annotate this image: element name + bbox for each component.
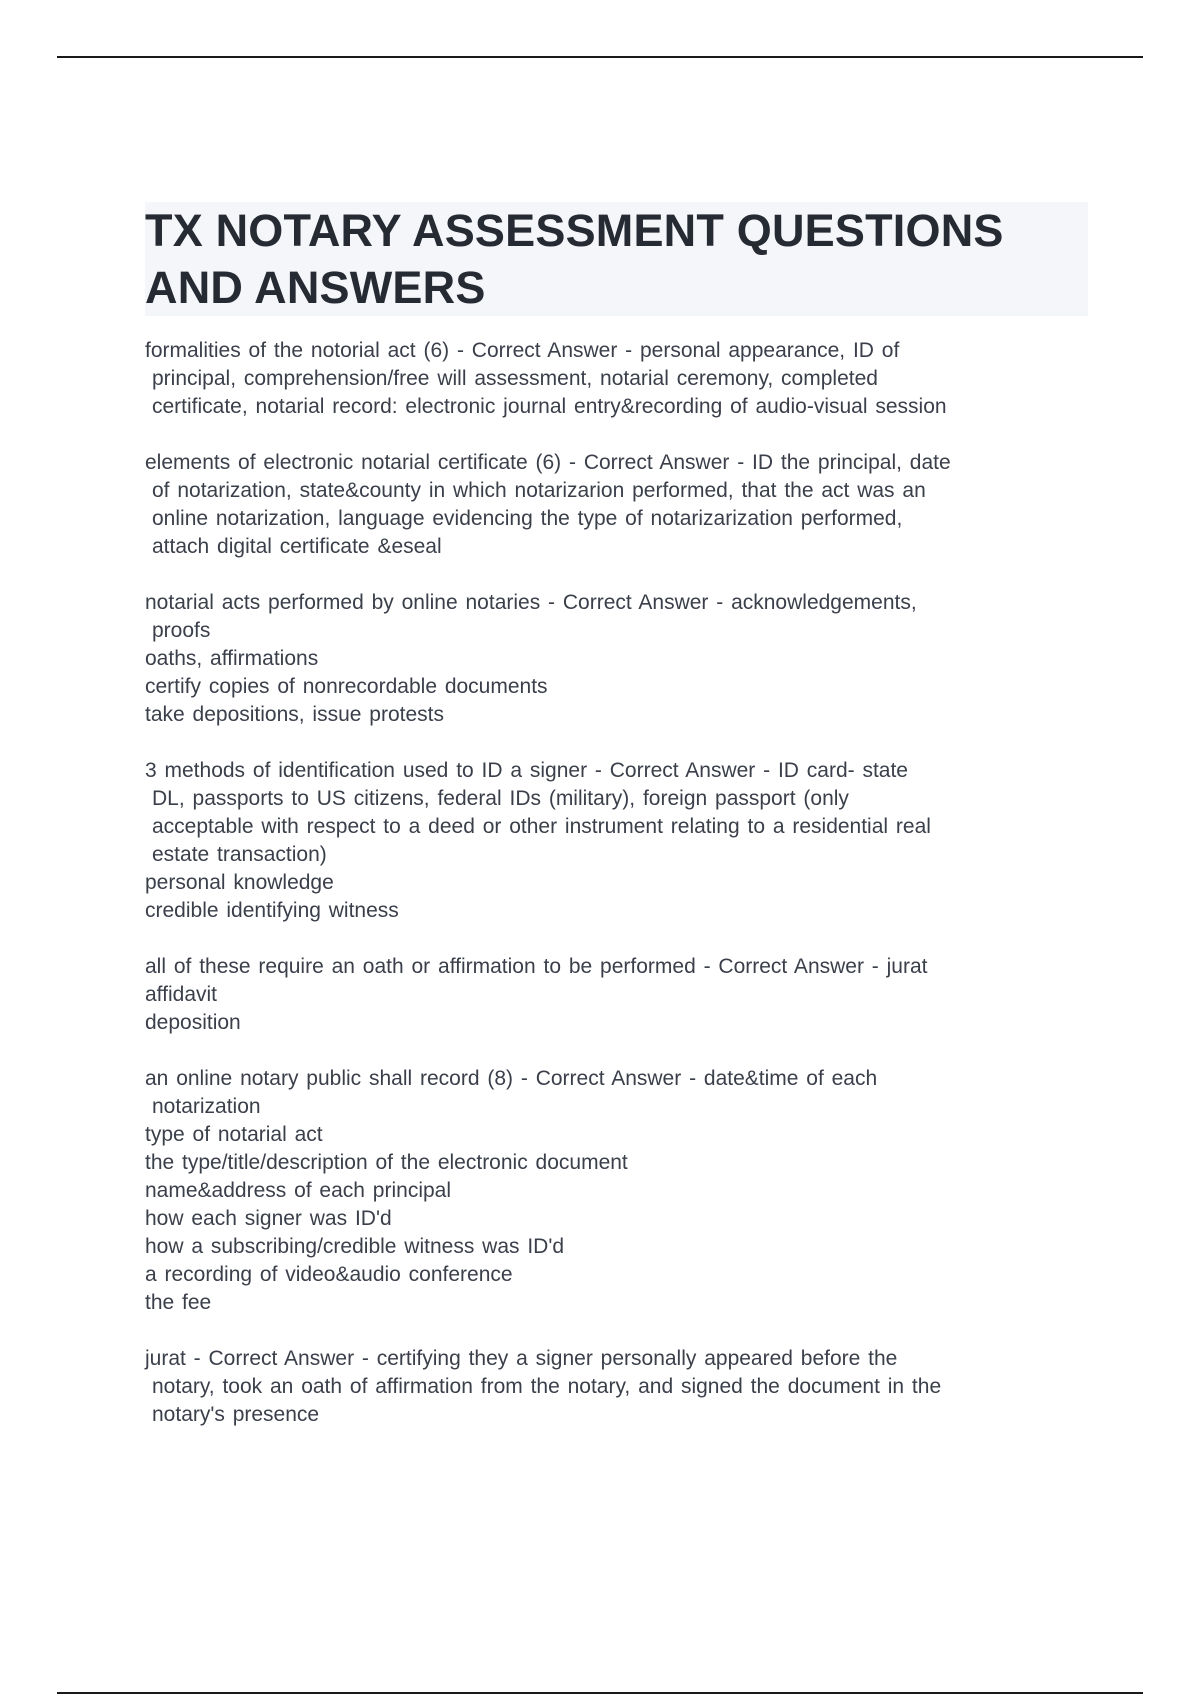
qa-line: type of notarial act: [145, 1123, 323, 1146]
qa-line: a recording of video&audio conference: [145, 1263, 513, 1286]
qa-line: notary, took an oath of affirmation from the notary, and signed the document in the: [152, 1375, 942, 1398]
qa-line: all of these require an oath or affirmation to be performed - Correct Answer - jurat: [145, 955, 928, 978]
qa-line: notarial acts performed by online notaries - Correct Answer - acknowledgements,: [145, 591, 917, 614]
qa-entry: [145, 449, 1095, 561]
qa-line: the fee: [145, 1291, 212, 1314]
qa-entry: [145, 953, 1095, 1037]
qa-line: how each signer was ID'd: [145, 1207, 392, 1230]
title-line-1: TX NOTARY ASSESSMENT QUESTIONS: [145, 205, 1004, 256]
qa-entry: [145, 1065, 1095, 1317]
qa-line: DL, passports to US citizens, federal IDs (military), foreign passport (only: [152, 787, 849, 810]
qa-line: principal, comprehension/free will assessment, notarial ceremony, completed: [152, 367, 878, 390]
qa-line: personal knowledge: [145, 871, 334, 894]
qa-line: elements of electronic notarial certificate (6) - Correct Answer - ID the principal, date: [145, 451, 951, 474]
qa-entry: [145, 757, 1095, 925]
top-rule: [57, 56, 1143, 58]
qa-line: jurat - Correct Answer - certifying they a signer personally appeared before the: [145, 1347, 898, 1370]
qa-line: notary's presence: [152, 1403, 320, 1426]
qa-line: 3 methods of identification used to ID a signer - Correct Answer - ID card- state: [145, 759, 908, 782]
qa-line: oaths, affirmations: [145, 647, 319, 670]
qa-line: attach digital certificate &eseal: [152, 535, 442, 558]
qa-entry: [145, 337, 1095, 421]
qa-line: certify copies of nonrecordable documents: [145, 675, 548, 698]
bottom-rule: [57, 1692, 1143, 1694]
qa-line: the type/title/description of the electronic document: [145, 1151, 628, 1174]
qa-entry: [145, 1345, 1095, 1429]
qa-line: how a subscribing/credible witness was ID'd: [145, 1235, 565, 1258]
qa-line: acceptable with respect to a deed or other instrument relating to a residential real: [152, 815, 931, 838]
qa-line: notarization: [152, 1095, 261, 1118]
qa-line: deposition: [145, 1011, 241, 1034]
qa-line: formalities of the notorial act (6) - Correct Answer - personal appearance, ID of: [145, 339, 900, 362]
qa-content: [145, 337, 1095, 1457]
qa-line: online notarization, language evidencing the type of notarizarization performed,: [152, 507, 903, 530]
title-line-2: AND ANSWERS: [145, 262, 486, 313]
qa-entry: [145, 589, 1095, 729]
qa-line: proofs: [152, 619, 211, 642]
qa-line: estate transaction): [152, 843, 327, 866]
qa-line: an online notary public shall record (8) - Correct Answer - date&time of each: [145, 1067, 878, 1090]
qa-line: take depositions, issue protests: [145, 703, 444, 726]
page-title: [145, 202, 1088, 316]
qa-line: certificate, notarial record: electronic journal entry&recording of audio-visual session: [152, 395, 947, 418]
title-block: [145, 202, 1088, 316]
qa-line: affidavit: [145, 983, 217, 1006]
qa-line: name&address of each principal: [145, 1179, 452, 1202]
qa-line: credible identifying witness: [145, 899, 399, 922]
qa-line: of notarization, state&county in which notarizarion performed, that the act was an: [152, 479, 926, 502]
